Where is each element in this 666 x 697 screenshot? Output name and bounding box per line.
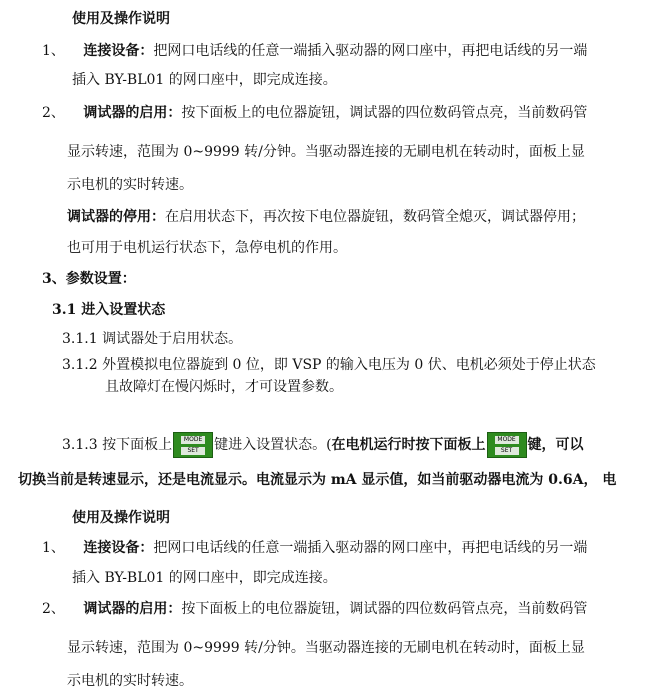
section1-heading: 使用及操作说明 (72, 11, 170, 27)
item-number: 2、 (42, 601, 65, 617)
stop-line1 (67, 209, 585, 226)
s2-item1-line2: 插入 BY-BL01 的网口座中，即完成连接。 (72, 570, 337, 586)
param-sub-heading: 3.1 进入设置状态 (52, 302, 166, 318)
s1-item2-line1 (42, 105, 587, 122)
s1-item1-line2: 插入 BY-BL01 的网口座中，即完成连接。 (72, 72, 337, 88)
mode-set-key-icon: MODE SET (487, 432, 527, 458)
step-3-1-3-after-key: 键进入设置状态。( (214, 437, 332, 453)
s1-item2-line3: 示电机的实时转速。 (67, 177, 193, 193)
mode-set-key-icon: MODE SET (173, 432, 213, 458)
item-label: 连接设备： (83, 43, 154, 59)
s2-item1-line1 (42, 540, 587, 557)
stop-label: 调试器的停用： (67, 209, 165, 225)
step-3-1-3 (62, 432, 584, 458)
s1-item2-line2: 显示转速，范围为 0~9999 转/分钟。当驱动器连接的无刷电机在转动时，面板上显 (67, 144, 585, 160)
s2-item2-line2: 显示转速，范围为 0~9999 转/分钟。当驱动器连接的无刷电机在转动时，面板上显 (67, 640, 585, 656)
step-3-1-3-prefix: 3.1.3 按下面板上 (62, 437, 173, 453)
step-3-1-3-bold: 在电机运行时按下面板上 (331, 437, 486, 453)
current-display-line: 切换当前是转速显示，还是电流显示。电流显示为 mA 显示值，如当前驱动器电流为 0.6A， 电 (18, 472, 617, 488)
stop-line2: 也可用于电机运行状态下，急停电机的作用。 (67, 240, 347, 256)
item-text: 按下面板上的电位器旋钮，调试器的四位数码管点亮，当前数码管 (181, 105, 588, 121)
item-text: 把网口电话线的任意一端插入驱动器的网口座中，再把电话线的另一端 (153, 43, 588, 59)
param-heading: 3、参数设置： (42, 271, 136, 287)
item-number: 2、 (42, 105, 65, 121)
stop-text: 在启用状态下，再次按下电位器旋钮，数码管全熄灭，调试器停用； (165, 209, 585, 225)
step-3-1-2-line1: 3.1.2 外置模拟电位器旋到 0 位，即 VSP 的输入电压为 0 伏、电机必须处于停止状态 (62, 357, 596, 373)
step-3-1-3-bold-tail: 键，可以 (527, 437, 584, 453)
step-3-1-1: 3.1.1 调试器处于启用状态。 (62, 331, 243, 347)
item-label: 调试器的启用： (83, 601, 182, 617)
item-label: 连接设备： (83, 540, 154, 556)
item-text: 把网口电话线的任意一端插入驱动器的网口座中，再把电话线的另一端 (153, 540, 588, 556)
item-text: 按下面板上的电位器旋钮，调试器的四位数码管点亮，当前数码管 (181, 601, 588, 617)
s2-item2-line1 (42, 601, 587, 618)
s1-item1-line1 (42, 43, 587, 60)
section2-heading: 使用及操作说明 (72, 510, 170, 526)
s2-item2-line3: 示电机的实时转速。 (67, 673, 193, 689)
item-number: 1、 (42, 43, 65, 59)
step-3-1-2-line2: 且故障灯在慢闪烁时，才可设置参数。 (105, 379, 343, 395)
item-number: 1、 (42, 540, 65, 556)
item-label: 调试器的启用： (83, 105, 182, 121)
